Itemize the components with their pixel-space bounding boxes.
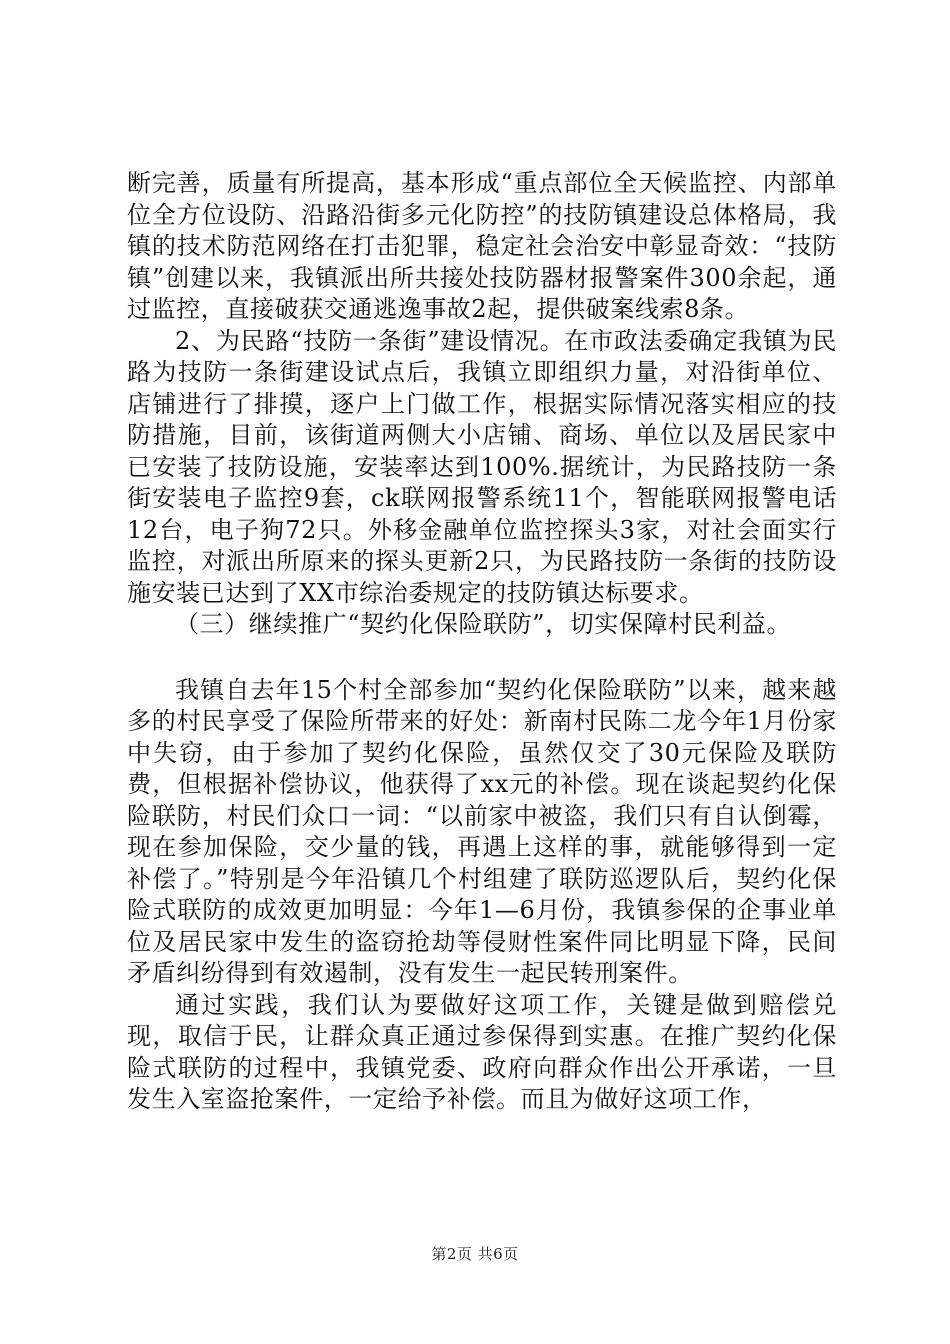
document-body — [127, 168, 837, 1116]
paragraph-continuation: 断完善，质量有所提高，基本形成“重点部位全天候监控、内部单位全方位设防、沿路沿街多元化防控”的技防镇建设总体格局，我镇的技术防范网络在打击犯罪，稳定社会治安中彰显奇效：“技防镇”创建以来，我镇派出所共接处技防器材报警案件300余起，通过监控，直接破获交通逃逸事故2起，提供破案线索8条。 — [127, 169, 837, 323]
page-number-footer: 第2页 共6页 — [431, 1245, 519, 1263]
section-heading-three: （三）继续推广“契约化保险联防”，切实保障村民利益。 — [175, 610, 792, 638]
paragraph-practice: 通过实践，我们认为要做好这项工作，关键是做到赔偿兑现，取信于民，让群众真正通过参保得到实惠。在推广契约化保险式联防的过程中，我镇党委、政府向群众作出公开承诺，一旦发生入室盗抢案件，一定给予补偿。而且为做好这项工作， — [127, 990, 837, 1113]
paragraph-spacer — [127, 641, 837, 675]
paragraph-weimin-road: 2、为民路“技防一条街”建设情况。在市政法委确定我镇为民路为技防一条街建设试点后，我镇立即组织力量，对沿街单位、店铺进行了排摸，逐户上门做工作，根据实际情况落实相应的技防措施，目前，该街道两侧大小店铺、商场、单位以及居民家中已安装了技防设施，安装率达到100%.据统计，为民路技防一条街安装电子监控9套，ck联网报警系统11个，智能联网报警电话12台，电子狗72只。外移金融单位监控探头3家，对社会面实行监控，对派出所原来的探头更新2只，为民路技防一条街的技防设施安装已达到了XX市综治委规定的技防镇达标要求。 — [127, 326, 837, 607]
paragraph-insurance-results: 我镇自去年15个村全部参加“契约化保险联防”以来，越来越多的村民享受了保险所带来的好处：新南村民陈二龙今年1月份家中失窃，由于参加了契约化保险，虽然仅交了30元保险及联防费，但根据补偿协议，他获得了xx元的补偿。现在谈起契约化保险联防，村民们众口一词：“以前家中被盗，我们只有自认倒霉，现在参加保险，交少量的钱，再遇上这样的事，就能够得到一定补偿了。”特别是今年沿镇几个村组建了联防巡逻队后，契约化保险式联防的成效更加明显：今年1—6月份，我镇参保的企事业单位及居民家中发生的盗窃抢劫等侵财性案件同比明显下降，民间矛盾纠纷得到有效遏制，没有发生一起民转刑案件。 — [127, 675, 837, 987]
